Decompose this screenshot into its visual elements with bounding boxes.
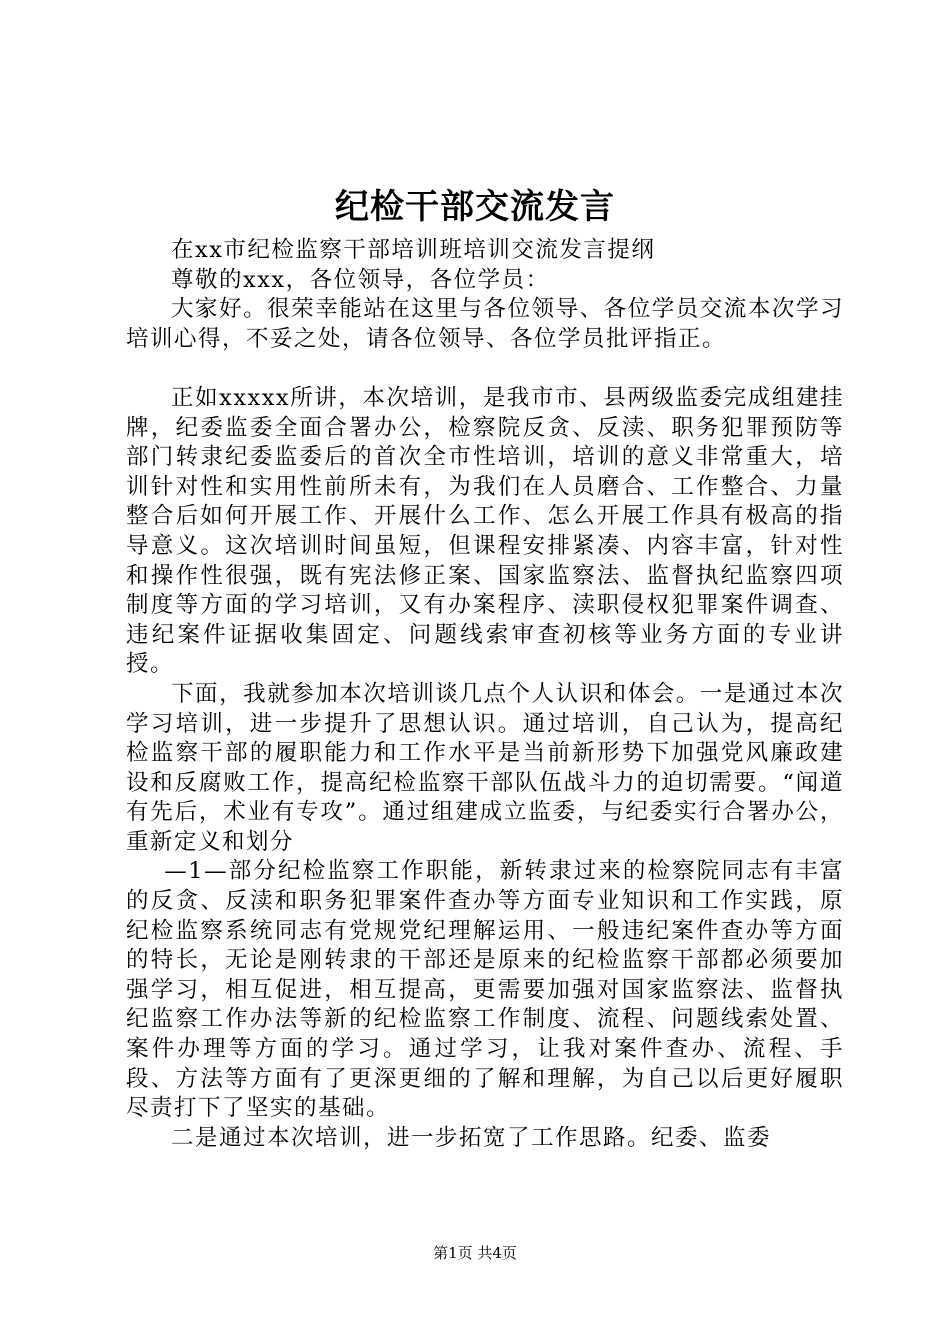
subtitle-line: 在xx市纪检监察干部培训班培训交流发言提纲	[171, 237, 656, 263]
page-footer: 第1页 共4页	[433, 1244, 517, 1262]
document-title: 纪检干部交流发言	[335, 187, 615, 227]
opening-paragraph: 大家好。很荣幸能站在这里与各位领导、各位学员交流本次学习培训心得，不妥之处，请各位领导、各位学员批评指正。	[126, 296, 844, 352]
body-paragraph-1: 正如xxxxx所讲，本次培训，是我市市、县两级监委完成组建挂牌，纪委监委全面合署办公，检察院反贪、反渎、职务犯罪预防等部门转隶纪委监委后的首次全市性培训，培训的意义非常重大，培训针对性和实用性前所未有，为我们在人员磨合、工作整合、力量整合后如何开展工作、开展什么工作、怎么开展工作具有极高的指导意义。这次培训时间虽短，但课程安排紧凑、内容丰富，针对性和操作性很强，既有宪法修正案、国家监察法、监督执纪监察四项制度等方面的学习培训，又有办案程序、渎职侵权犯罪案件调查、违纪案件证据收集固定、问题线索审查初核等业务方面的专业讲授。	[126, 384, 844, 678]
blank-line	[126, 354, 844, 384]
body-paragraph-4: 二是通过本次培训，进一步拓宽了工作思路。纪委、监委	[171, 1124, 772, 1151]
body-paragraph-3: —1—部分纪检监察工作职能，新转隶过来的检察院同志有丰富的反贪、反渎和职务犯罪案件查办等方面专业知识和工作实践，原纪检监察系统同志有党规党纪理解运用、一般违纪案件查办等方面的特长，无论是刚转隶的干部还是原来的纪检监察干部都必须要加强学习，相互促进，相互提高，更需要加强对国家监察法、监督执纪监察工作办法等新的纪检监察工作制度、流程、问题线索处置、案件办理等方面的学习。通过学习，让我对案件查办、流程、手段、方法等方面有了更深更细的了解和理解，为自己以后更好履职尽责打下了坚实的基础。	[126, 858, 844, 1122]
salutation-line: 尊敬的xxx，各位领导，各位学员：	[171, 266, 550, 293]
body-paragraph-2: 下面，我就参加本次培训谈几点个人认识和体会。一是通过本次学习培训，进一步提升了思想认识。通过培训，自己认为，提高纪检监察干部的履职能力和工作水平是当前新形势下加强党风廉政建设和反腐败工作，提高纪检监察干部队伍战斗力的迫切需要。“闻道有先后，术业有专攻”。通过组建成立监委，与纪委实行合署办公，重新定义和划分	[126, 680, 844, 855]
document-body	[126, 236, 844, 1153]
